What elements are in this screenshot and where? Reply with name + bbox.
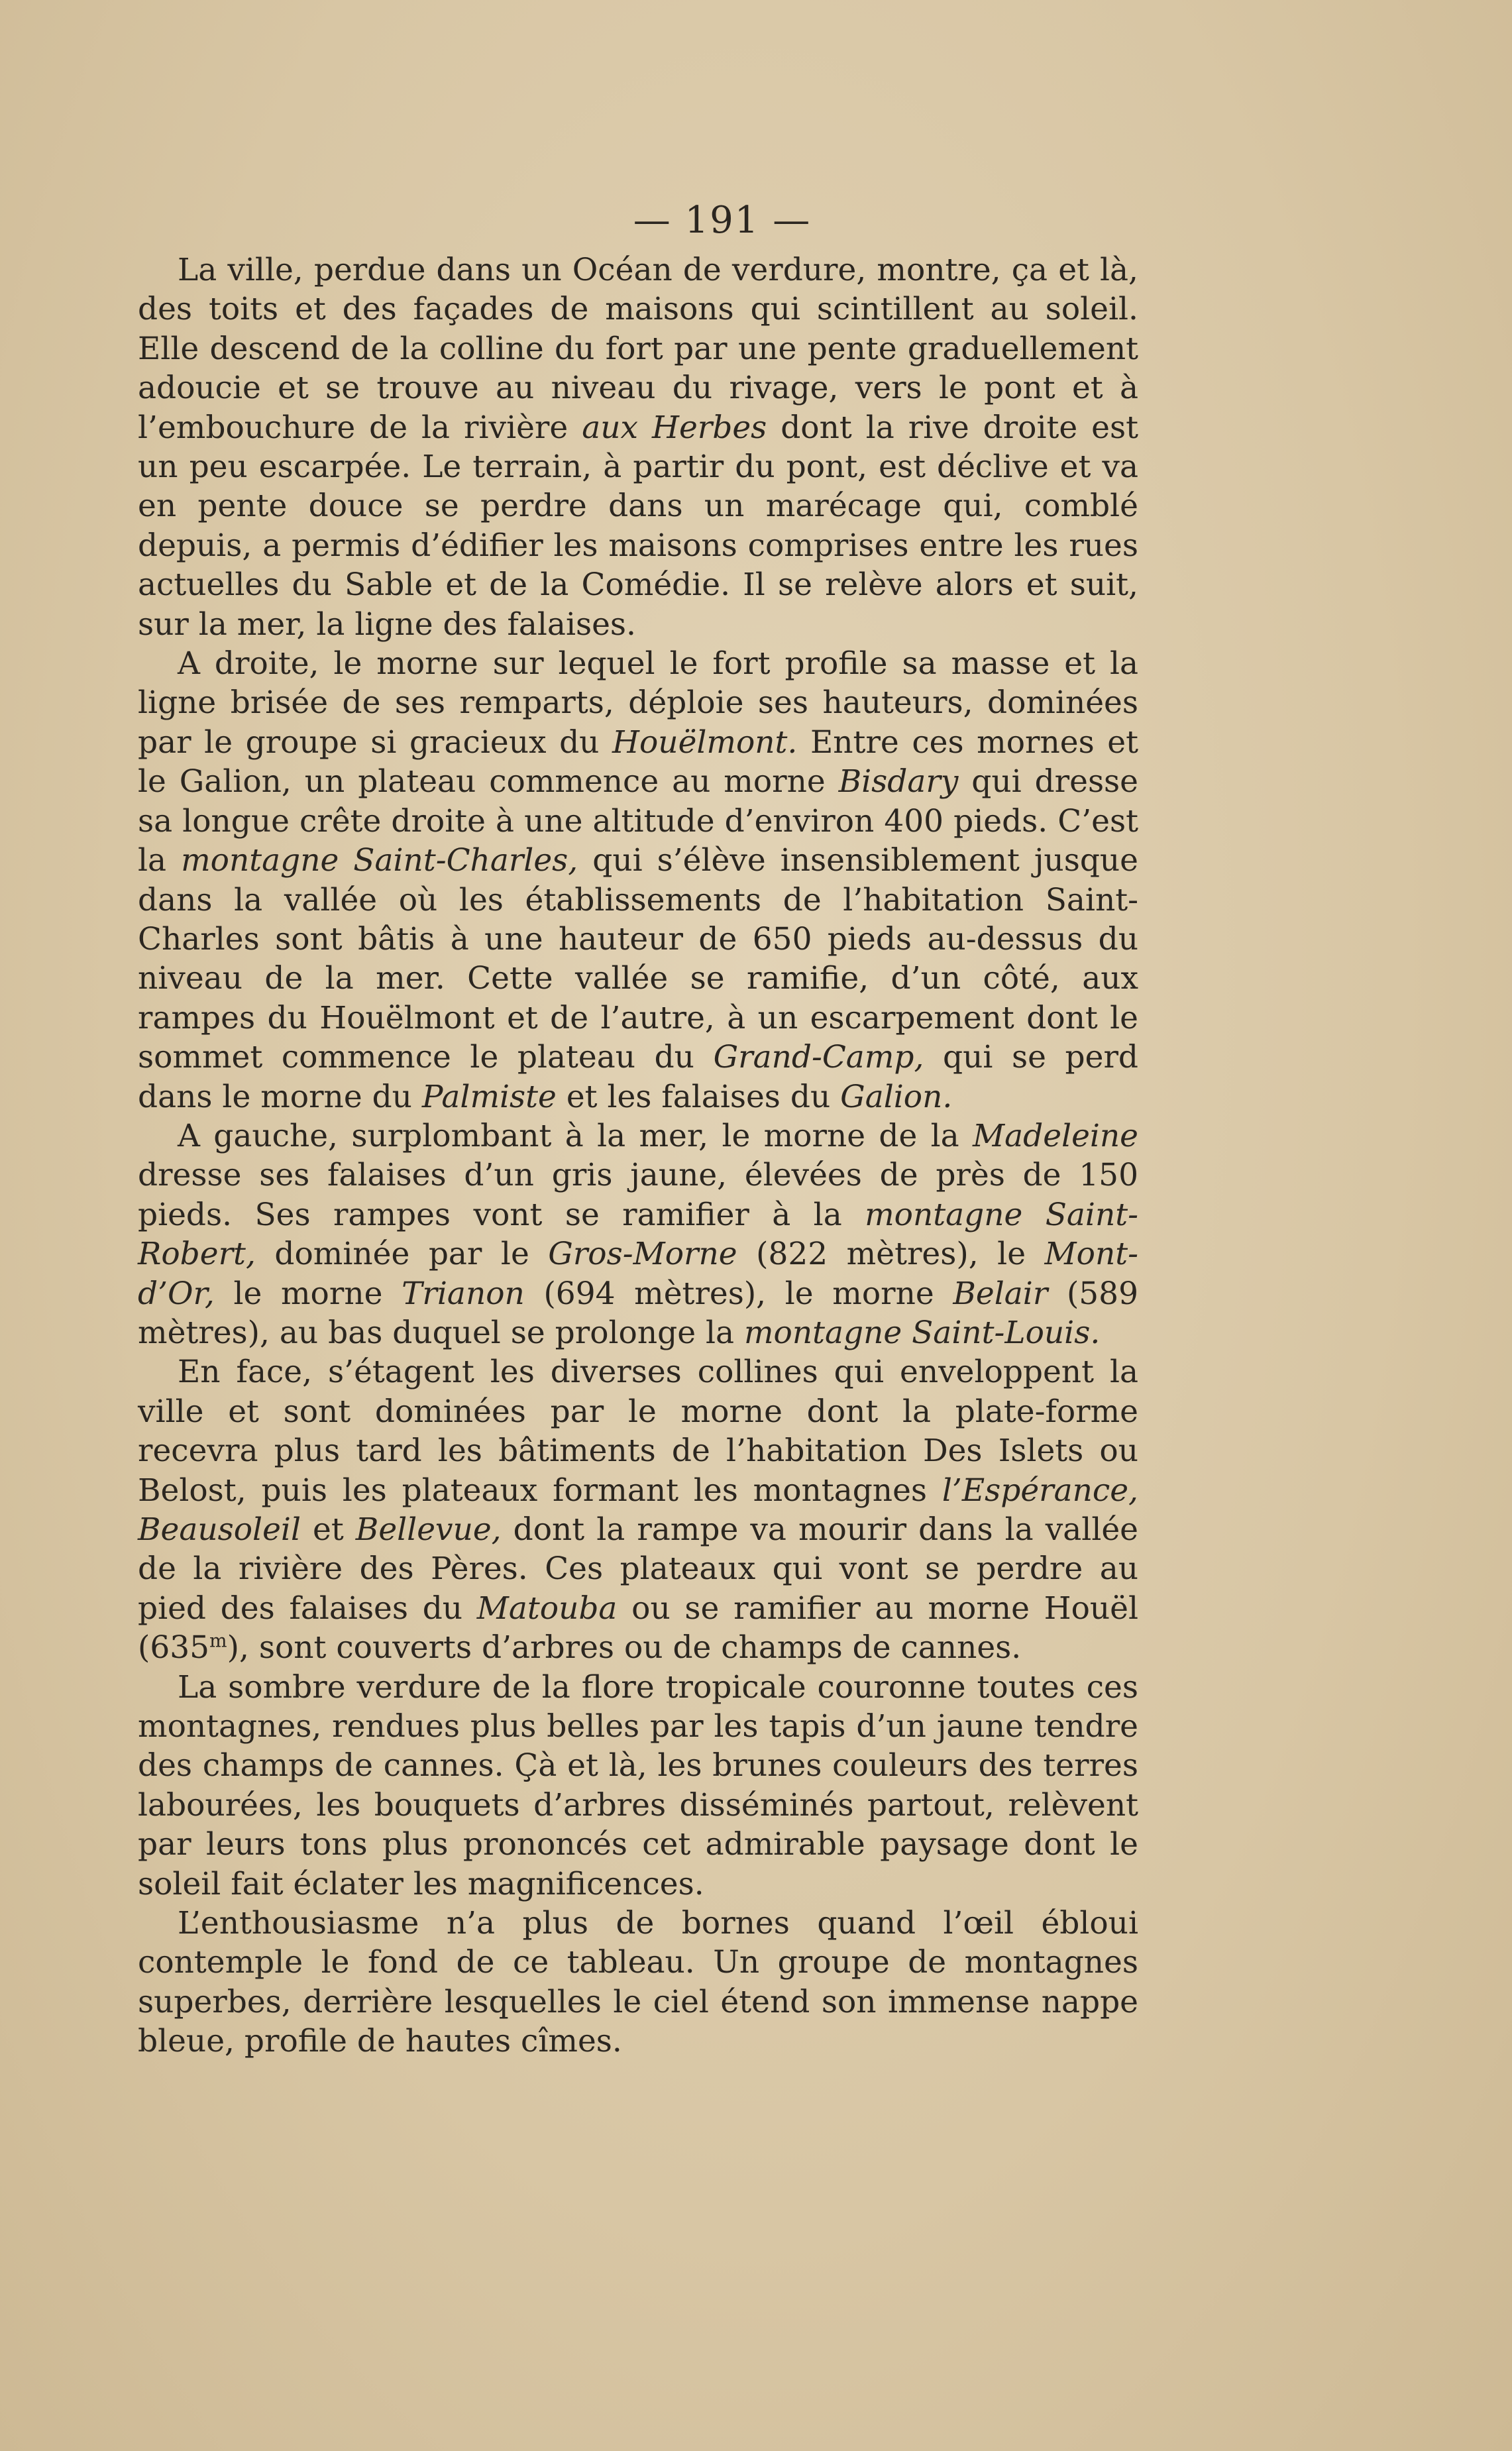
page-number: — 191 — — [633, 199, 812, 242]
italic-place-name: Palmiste — [421, 1078, 557, 1115]
italic-place-name: Bisdary — [838, 763, 959, 800]
italic-place-name: aux Herbes — [582, 409, 767, 446]
paragraph — [138, 1904, 1138, 2061]
text-run: (822 mètres), le — [737, 1236, 1045, 1273]
italic-place-name: Gros-Morne — [548, 1236, 737, 1273]
body-text — [138, 250, 1138, 2061]
paragraph — [138, 1668, 1138, 1904]
text-run: dresse ses falaises d’un gris jaune, élevées de près de 150 pieds. Ses rampes vont se ramifier à la — [138, 1157, 1138, 1233]
text-run: A gauche, surplombant à la mer, le morne de la — [178, 1117, 973, 1154]
italic-place-name: Bellevue, — [355, 1511, 502, 1548]
text-run: La ville, perdue dans un Océan de verdure, montre, ça et là, des toits et des façades de maisons qui scintillent au soleil. Elle descend de la colline du fort par une pente graduellement adoucie et se trouve au niveau du rivage, vers le pont et à l’embouchure de la rivière — [138, 252, 1138, 446]
text-run: qui s’élève insensiblement jusque dans la vallée où les établissements de l’habitation Saint-Charles sont bâtis à une hauteur de 650 pieds au-dessus du niveau de la mer. Cette vallée se ramifie, d’un côté, aux rampes du Houëlmont et de l’autre, à un escarpement dont le sommet commence le plateau du — [138, 842, 1138, 1076]
text-run: et — [300, 1511, 356, 1548]
italic-place-name: Belair — [953, 1275, 1048, 1312]
italic-place-name: Galion. — [840, 1078, 953, 1115]
italic-place-name: Houëlmont. — [612, 724, 798, 761]
paragraph — [138, 644, 1138, 1117]
text-run: A droite, le morne sur lequel le fort profile sa masse et la ligne brisée de ses remparts, déploie ses hauteurs, dominées par le groupe si gracieux du — [138, 645, 1138, 761]
text-run: En face, s’étagent les diverses collines qui enveloppent la ville et sont dominées par le morne dont la plate-forme recevra plus tard les bâtiments de l’habitation Des Islets ou Belost, puis les plateaux formant les montagnes — [138, 1354, 1138, 1509]
italic-place-name: Mont-d’Or, — [138, 1236, 1138, 1312]
italic-place-name: Matouba — [476, 1590, 618, 1627]
italic-place-name: Trianon — [402, 1275, 525, 1312]
text-run: ), sont couverts d’arbres ou de champs de cannes. — [227, 1629, 1022, 1666]
paragraph — [138, 250, 1138, 644]
text-run: le morne — [214, 1275, 402, 1312]
text-run: et les falaises du — [556, 1078, 841, 1115]
text-run: Entre ces mornes et le Galion, un plateau commence au morne — [138, 724, 1138, 800]
italic-place-name: Madeleine — [972, 1117, 1138, 1154]
superscript-unit: m — [209, 1629, 227, 1652]
italic-place-name: montagne Saint-Charles, — [181, 842, 578, 879]
text-run: qui dresse sa longue crête droite à une altitude d’environ 400 pieds. C’est la — [138, 763, 1138, 879]
italic-place-name: l’Espérance, Beausoleil — [138, 1472, 1138, 1548]
text-run: dont la rive droite est un peu escarpée. Le terrain, à partir du pont, est déclive et va en pente douce se perdre dans un marécage qui, comblé depuis, a permis d’édifier les maisons comprises entre les rues actuelles du Sable et de la Comédie. Il se relève alors et suit, sur la mer, la ligne des falaises. — [138, 409, 1138, 643]
italic-place-name: montagne Saint-Louis. — [743, 1314, 1101, 1351]
text-run: La sombre verdure de la flore tropicale couronne toutes ces montagnes, rendues plus belles par les tapis d’un jaune tendre des champs de cannes. Çà et là, les brunes couleurs des terres labourées, les bouquets d’arbres disséminés partout, relèvent par leurs tons plus prononcés cet admirable paysage dont le soleil fait éclater les magnificences. — [138, 1668, 1138, 1902]
paragraph — [138, 1352, 1138, 1667]
text-run: dominée par le — [255, 1236, 549, 1273]
text-run: (589 mètres), au bas duquel se prolonge la — [138, 1275, 1138, 1351]
italic-place-name: montagne Saint-Robert, — [138, 1196, 1138, 1273]
text-run: dont la rampe va mourir dans la vallée de la rivière des Pères. Ces plateaux qui vont se perdre au pied des falaises du — [138, 1511, 1138, 1627]
text-run: L’enthousiasme n’a plus de bornes quand l’œil ébloui contemple le fond de ce tableau. Un groupe de montagnes superbes, derrière lesquelles le ciel étend son immense nappe bleue, profile de hautes cîmes. — [138, 1905, 1138, 2060]
text-run: ou se ramifier au morne Houël (635 — [138, 1590, 1138, 1666]
text-run: qui se perd dans le morne du — [138, 1039, 1138, 1115]
paragraph — [138, 1117, 1138, 1352]
text-run: (694 mètres), le morne — [524, 1275, 953, 1312]
italic-place-name: Grand-Camp, — [713, 1039, 924, 1076]
